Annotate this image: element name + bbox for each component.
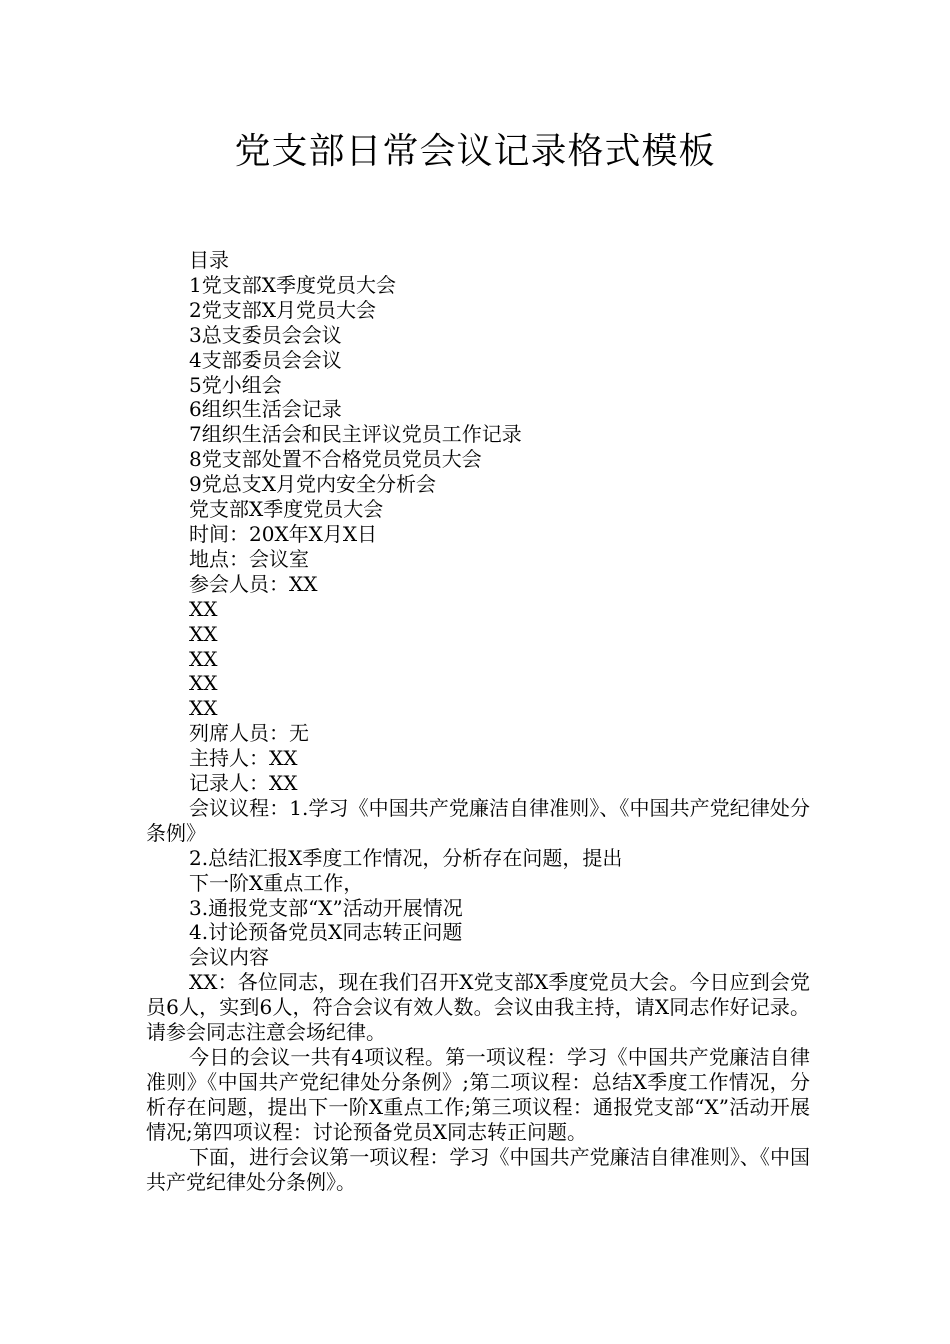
meeting-recorder: 记录人：XX <box>189 771 298 796</box>
content-paragraph: 下面，进行会议第一项议程：学习《中国共产党廉洁自律准则》、《中国共产党纪律处分条例》。 <box>146 1144 810 1194</box>
agenda-item-1: 会议议程：1.学习《中国共产党廉洁自律准则》、《中国共产党纪律处分条例》 <box>146 795 810 845</box>
toc-item: 6组织生活会记录 <box>189 397 342 422</box>
attendee-name: XX <box>189 621 218 646</box>
toc-item: 9党总支X月党内安全分析会 <box>189 472 436 497</box>
meeting-attendees: 参会人员：XX <box>189 571 318 596</box>
meeting-host: 主持人：XX <box>189 746 298 771</box>
document-title: 党支部日常会议记录格式模板 <box>234 131 716 172</box>
attendee-name: XX <box>189 646 218 671</box>
agenda-item-2: 2.总结汇报X季度工作情况，分析存在问题，提出 <box>189 845 623 870</box>
toc-item: 8党支部处置不合格党员党员大会 <box>189 447 482 472</box>
toc-item: 1党支部X季度党员大会 <box>189 272 396 297</box>
meeting-time: 时间：20X年X月X日 <box>189 521 378 546</box>
agenda-item-2-continued: 下一阶X重点工作， <box>189 870 364 895</box>
agenda-item-4: 4.讨论预备党员X同志转正问题 <box>189 920 463 945</box>
meeting-observers: 列席人员：无 <box>189 721 309 746</box>
content-paragraph: 今日的会议一共有4项议程。第一项议程：学习《中国共产党廉洁自律准则》《中国共产党纪律处分条例》;第二项议程：总结X季度工作情况，分析存在问题，提出下一阶X重点工作;第三项议程：通报党支部“X”活动开展情况;第四项议程：讨论预备党员X同志转正问题。 <box>146 1045 810 1144</box>
content-paragraph: XX：各位同志，现在我们召开X党支部X季度党员大会。今日应到会党员6人，实到6人，符合会议有效人数。会议由我主持，请X同志作好记录。请参会同志注意会场纪律。 <box>146 970 810 1045</box>
toc-item: 3总支委员会会议 <box>189 322 342 347</box>
attendee-name: XX <box>189 696 218 721</box>
agenda-item-3: 3.通报党支部“X”活动开展情况 <box>189 895 463 920</box>
attendee-name: XX <box>189 671 218 696</box>
meeting-place: 地点：会议室 <box>189 546 309 571</box>
meeting-name: 党支部X季度党员大会 <box>189 497 384 522</box>
toc-item: 5党小组会 <box>189 372 282 397</box>
toc-heading: 目录 <box>189 248 229 272</box>
content-heading: 会议内容 <box>189 945 269 970</box>
toc-item: 7组织生活会和民主评议党员工作记录 <box>189 422 522 447</box>
document-body <box>146 248 810 1194</box>
attendee-name: XX <box>189 596 218 621</box>
toc-item: 4支部委员会会议 <box>189 347 342 372</box>
toc-item: 2党支部X月党员大会 <box>189 297 376 322</box>
